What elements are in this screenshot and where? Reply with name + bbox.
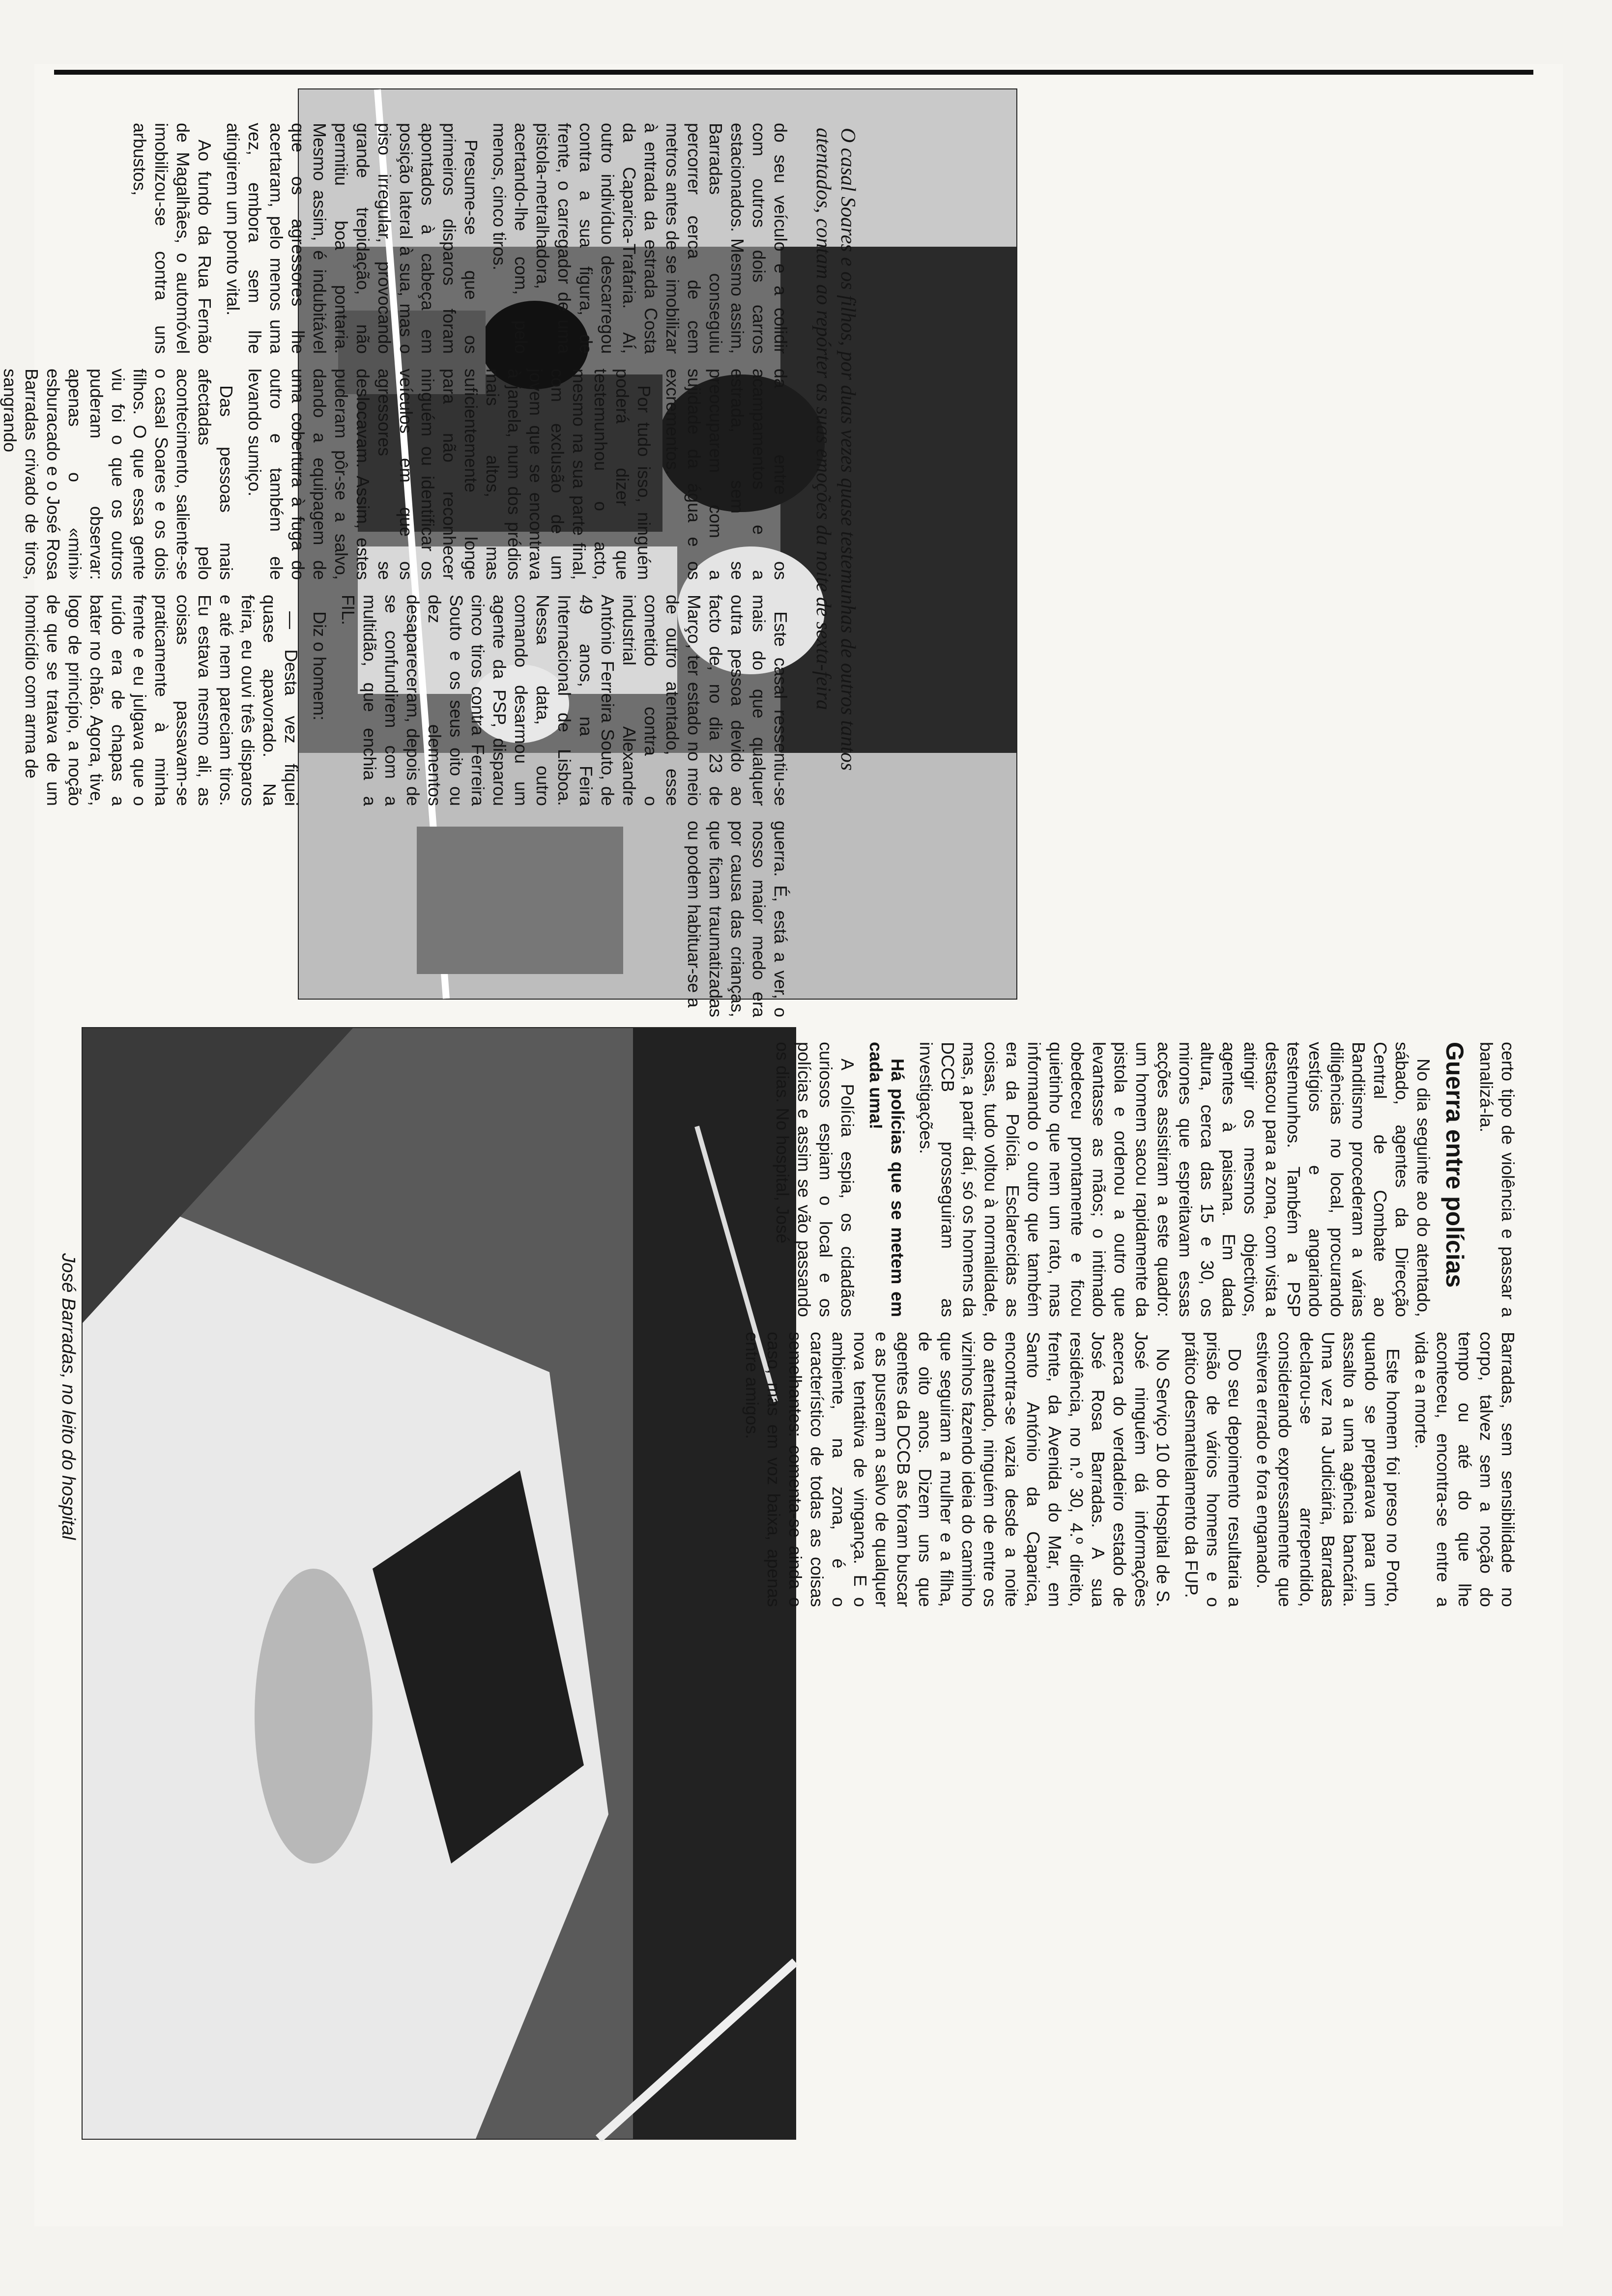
paragraph: Há polícias que se metem em cada uma!	[866, 1042, 908, 1317]
article-column-4	[644, 821, 791, 1017]
article-column-2	[0, 369, 791, 580]
paragraph: No dia seguinte ao do atentado, sábado, agentes da Direcção Central de Combate ao Banditismo procederam a várias diligências no local, procurando vestígios e angariando testemunhos. Também a PSP destacou para a zona, com vista a atingir os mesmos objectivos, agentes à paisana. Em dada altura, cerca das 15 e 30, os mirones que espreitavam essas acções assistiram a este quadro: um homem sacou rapidamente da pistola e ordenou a outro que levantasse as mãos; o intimado obedeceu prontamente e ficou quietinho que nem um rato, mas informando o outro que também era da Polícia. Esclarecidas as coisas, tudo voltou à normalidade, mas, a partir daí, só os homens da DCCB prosseguiram as investigações.	[916, 1042, 1434, 1317]
newspaper-scan	[0, 64, 1563, 2226]
paragraph: Das pessoas mais afectadas pelo acontecimento, saliente-se o casal Soares e os dois filhos. O que essa gente viu foi o que os outros puderam observar: apenas o «mini» esburacado e o José Rosa Barradas crivado de tiros, sangrando	[0, 369, 236, 580]
article-column-1	[64, 123, 791, 354]
bottom-photo-caption: José Barradas, no leito do hospital	[58, 1253, 79, 1540]
paragraph: Do seu depoimento resultaria a prisão de vários homens e o prático desmantelamento da FUP.	[1181, 1332, 1245, 1607]
rotated-newspaper-page	[0, 64, 1563, 2226]
paragraph: Diz o homem:	[310, 611, 330, 721]
paragraph: Barradas, sem sensibilidade no corpo, talvez sem a noção do tempo ou até do que lhe aconteceu, encontra-se entre a vida e a morte.	[1411, 1332, 1518, 1607]
paragraph: Presume-se que os primeiros disparos foram apontados à cabeça em posição lateral à sua, mas o piso irregular, provocando grande trepidação, não permitiu boa pontaria. Mesmo assim, é indubitável que os agressores lhe acertaram, pelo menos uma vez, embora sem lhe atingirem um ponto vital.	[223, 123, 481, 354]
paragraph: Este casal ressentiu-se mais do que qualquer outra pessoa devido ao facto de, no dia 23 de Março, ter estado no meio de outro atentado, esse cometido contra o industrial Alexandre António Ferreira Souto, de 49 anos, na Feira Internacional de Lisboa. Nessa data, outro comando desarmou um agente da PSP, disparou cinco tiros contra Ferreira Souto e os seus oito ou dez elementos desapareceram, depois de se confundirem com a multidão, que enchia a FIL.	[338, 595, 791, 806]
page-edge-bar	[54, 70, 1533, 75]
article-column-6	[742, 1332, 1519, 1607]
article-column-5	[773, 1042, 1519, 1317]
paragraph: — Desta vez fiquei quase apavorado. Na feira, eu ouvi três disparos e até nem pareciam tiros. Eu estava mesmo ali, as coisas passavam-se praticamente à minha frente e eu julgava que o ruído era de chapas a bater no chão. Agora, tive, logo de princípio, a noção de que se tratava de um homicídio com arma de	[22, 595, 301, 806]
paragraph: Ao fundo da Rua Fernão de Magalhães, o automóvel imobilizou-se contra uns arbustos,	[130, 123, 215, 354]
paragraph: certo tipo de violência e passar a banalizá-la.	[1476, 1042, 1518, 1317]
paragraph: Este homem foi preso no Porto, quando se preparava para um assalto a uma agência bancária. Uma vez na Judiciária, Barradas declarou-se arrependido, considerando expressamente que estivera errado e fora enganado.	[1253, 1332, 1403, 1607]
paragraph: guerra. É, está a ver, o nosso maior medo era por causa das crianças, que ficam traumatizadas ou podem habituar-se a	[684, 821, 791, 1017]
section-headline: Guerra entre polícias	[1441, 1042, 1468, 1288]
hospital-photo	[82, 1027, 796, 2140]
paragraph: No Serviço 10 do Hospital de S. José ninguém dá informações acerca do verdadeiro estado de José Rosa Barradas. A sua residência, no n.º 30, 4.º direito, frente, da Avenida do Mar, em Santo António da Caparica, encontra-se vazia desde a noite do atentado, ninguém de entre os vizinhos fazendo ideia do caminho que seguiram a mulher e a filha, de oito anos. Dizem uns que agentes da DCCB as foram buscar e as puseram a salvo de qualquer nova tentativa de vingança. E o ambiente, na zona, é o característico de todas as coisas semelhantes: comenta-se ainda o caso, mas em voz baixa, apenas entre amigos.	[742, 1332, 1173, 1607]
paragraph: Por tudo isso, ninguém poderá dizer que testemunhou o acto, mesmo na sua parte final, com exclusão de um jovem que se encontrava à janela, num dos prédios mais altos, mas suficientemente longe para não reconhecer ninguém ou identificar os veículos em que os agressores se deslocavam. Assim, estes puderam pôr-se a salvo, dando a equipagem de uma cobertura à fuga do outro e também ele levando sumiço.	[245, 369, 654, 580]
paragraph: do seu veículo e a colidir com outros dois carros estacionados. Mesmo assim, Barradas conseguiu percorrer cerca de cem metros antes de se imobilizar à entrada da estrada Costa da Caparica-Trafaria. Aí, outro indivíduo descarregou contra a sua figura, de frente, o carregador de uma pistola-metralhadora, acertando-lhe com, pelo menos, cinco tiros.	[489, 123, 791, 354]
article-column-3	[22, 595, 791, 806]
paragraph: A Polícia espia, os cidadãos curiosos espiam o local e os polícias e assim se vão passando os dias. No hospital, José	[773, 1042, 858, 1317]
top-photo-caption: O casal Soares e os filhos, por duas vezes quase testemunhas de outros tantos atentados, contam ao repórter as suas emoções da noite de sexta-feira	[812, 128, 859, 771]
paragraph: da entre os acampamentos e a estrada, sem se preocuparem com a sujidade da água e os excrementos.	[662, 369, 791, 580]
